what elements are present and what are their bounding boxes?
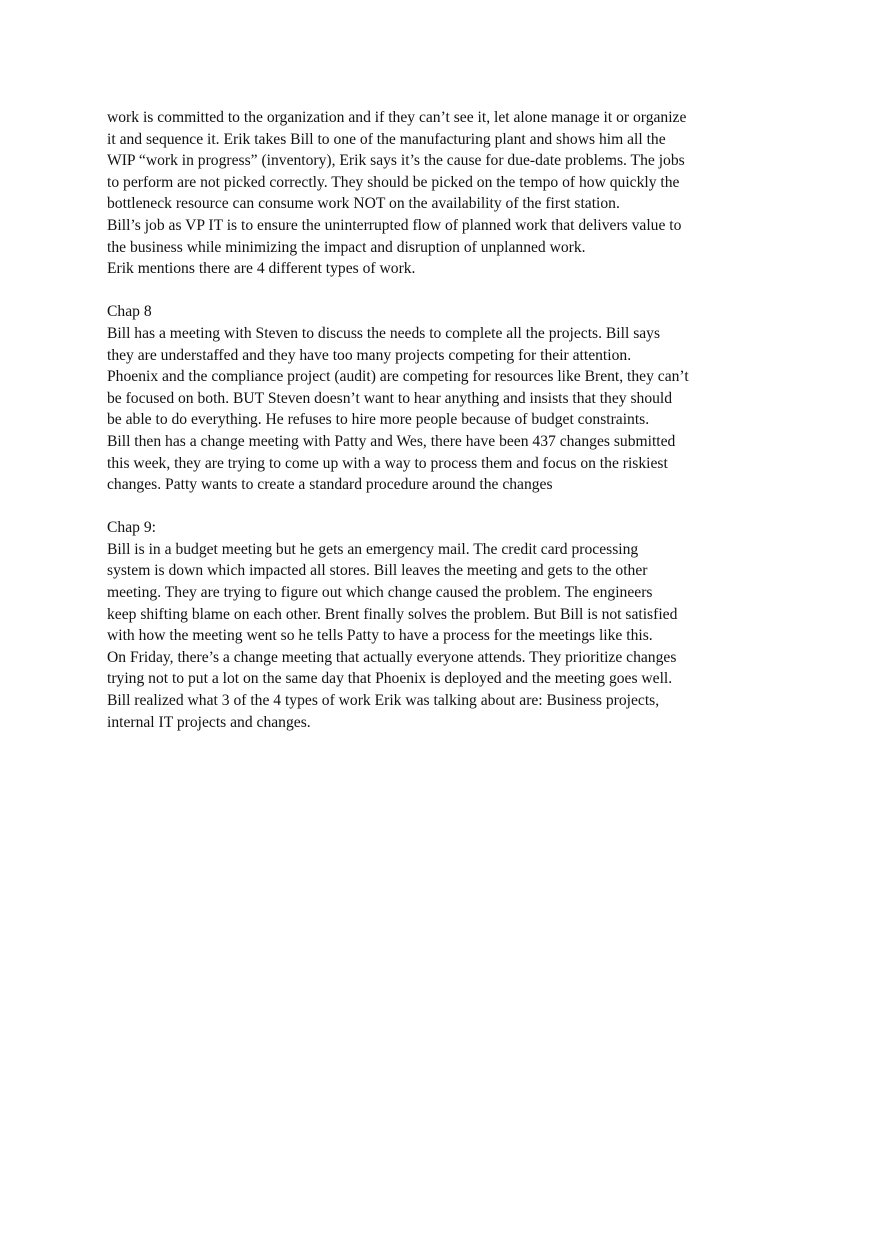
paragraph-gap (107, 280, 747, 302)
text-line: be focused on both. BUT Steven doesn’t want to hear anything and insists that they should (107, 389, 673, 407)
text-line: Bill is in a budget meeting but he gets an emergency mail. The credit card processing (107, 540, 639, 558)
text-line: it and sequence it. Erik takes Bill to one of the manufacturing plant and shows him all the (107, 130, 666, 148)
document-body (107, 107, 747, 733)
section-intro (107, 107, 747, 280)
text-line: Bill realized what 3 of the 4 types of work Erik was talking about are: Business projects, (107, 692, 660, 710)
text-line: Bill then has a change meeting with Patty and Wes, there have been 437 changes submitted (107, 432, 676, 450)
text-line: work is committed to the organization and if they can’t see it, let alone manage it or organize (107, 109, 687, 126)
text-line: Bill has a meeting with Steven to discuss the needs to complete all the projects. Bill says (107, 324, 661, 342)
text-line: this week, they are trying to come up with a way to process them and focus on the riskiest (107, 454, 668, 472)
text-line: meeting. They are trying to figure out which change caused the problem. The engineers (107, 584, 653, 602)
text-line: changes. Patty wants to create a standard procedure around the changes (107, 476, 553, 494)
text-line: be able to do everything. He refuses to hire more people because of budget constraints. (107, 411, 650, 429)
section-chap9 (107, 517, 747, 733)
text-line: Bill’s job as VP IT is to ensure the uninterrupted flow of planned work that delivers value to (107, 216, 682, 234)
text-line: they are understaffed and they have too many projects competing for their attention. (107, 346, 632, 364)
text-line: with how the meeting went so he tells Patty to have a process for the meetings like this. (107, 627, 653, 645)
text-line: to perform are not picked correctly. They should be picked on the tempo of how quickly the (107, 173, 680, 191)
text-line: Phoenix and the compliance project (audit) are competing for resources like Brent, they can’t (107, 368, 689, 386)
section-chap8 (107, 301, 747, 495)
chapter-heading: Chap 8 (107, 303, 152, 321)
text-line: Erik mentions there are 4 different types of work. (107, 260, 416, 278)
text-line: the business while minimizing the impact and disruption of unplanned work. (107, 238, 586, 256)
text-line: keep shifting blame on each other. Brent finally solves the problem. But Bill is not satisfied (107, 605, 678, 623)
text-line: trying not to put a lot on the same day that Phoenix is deployed and the meeting goes well. (107, 670, 673, 688)
text-line: On Friday, there’s a change meeting that actually everyone attends. They prioritize changes (107, 648, 677, 666)
paragraph-gap (107, 496, 747, 518)
text-line: bottleneck resource can consume work NOT on the availability of the first station. (107, 195, 620, 213)
text-line: WIP “work in progress” (inventory), Erik says it’s the cause for due-date problems. The jobs (107, 152, 685, 170)
text-line: system is down which impacted all stores. Bill leaves the meeting and gets to the other (107, 562, 648, 580)
chapter-heading: Chap 9: (107, 519, 156, 537)
text-line: internal IT projects and changes. (107, 713, 311, 731)
